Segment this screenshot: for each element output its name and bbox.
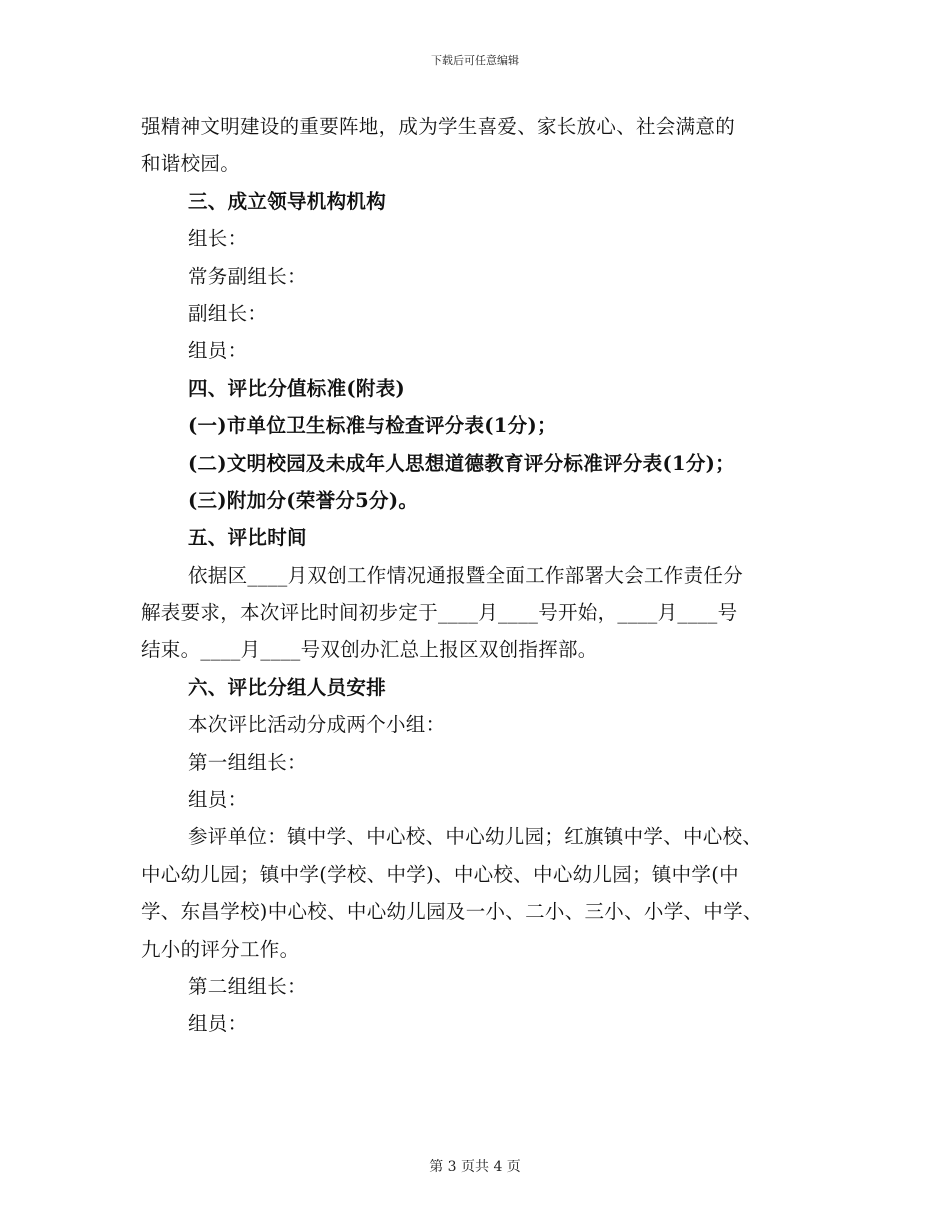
paragraph-line: 第二组组长： <box>188 974 307 998</box>
paragraph-line: 强精神文明建设的重要阵地，成为学生喜爱、家长放心、社会满意的 <box>141 115 736 138</box>
paragraph-line: 中心幼儿园；镇中学(学校、中学)、中心校、中心幼儿园；镇中学(中 <box>141 862 739 886</box>
paragraph-line: 学、东昌学校)中心校、中心幼儿园及一小、二小、三小、小学、中学、 <box>141 900 763 924</box>
paragraph-line: 第一组组长： <box>188 750 307 774</box>
page-header: 下载后可任意编辑 <box>431 54 519 67</box>
page-footer: 第 3 页共 4 页 <box>429 1159 521 1175</box>
paragraph-line: 组长： <box>188 227 248 251</box>
paragraph-line: 本次评比活动分成两个小组： <box>188 713 446 737</box>
paragraph-line: 依据区____月双创工作情况通报暨全面工作部署大会工作责任分 <box>188 563 744 587</box>
paragraph-line: 结束。____月____号双创办汇总上报区双创指挥部。 <box>141 638 598 662</box>
document-body <box>141 108 821 1043</box>
list-item: (二)文明校园及未成年人思想道德教育评分标准评分表(1分)； <box>188 451 735 475</box>
paragraph-line: 常务副组长： <box>188 264 307 288</box>
paragraph-line: 副组长： <box>188 301 268 325</box>
paragraph-line: 九小的评分工作。 <box>141 937 300 961</box>
section-heading: 六、评比分组人员安排 <box>188 675 387 699</box>
list-item: (一)市单位卫生标准与检查评分表(1分)； <box>188 414 557 438</box>
list-item: (三)附加分(荣誉分5分)。 <box>188 488 419 512</box>
paragraph-line: 和谐校园。 <box>141 152 241 176</box>
section-heading: 三、成立领导机构机构 <box>188 189 387 213</box>
paragraph-line: 组员： <box>188 1012 248 1036</box>
paragraph-line: 参评单位：镇中学、中心校、中心幼儿园；红旗镇中学、中心校、 <box>188 825 763 849</box>
section-heading: 四、评比分值标准(附表) <box>188 376 406 400</box>
paragraph-line: 组员： <box>188 339 248 363</box>
paragraph-line: 解表要求，本次评比时间初步定于____月____号开始，____月____号 <box>141 601 738 625</box>
paragraph-line: 组员： <box>188 788 248 812</box>
section-heading: 五、评比时间 <box>188 526 307 550</box>
